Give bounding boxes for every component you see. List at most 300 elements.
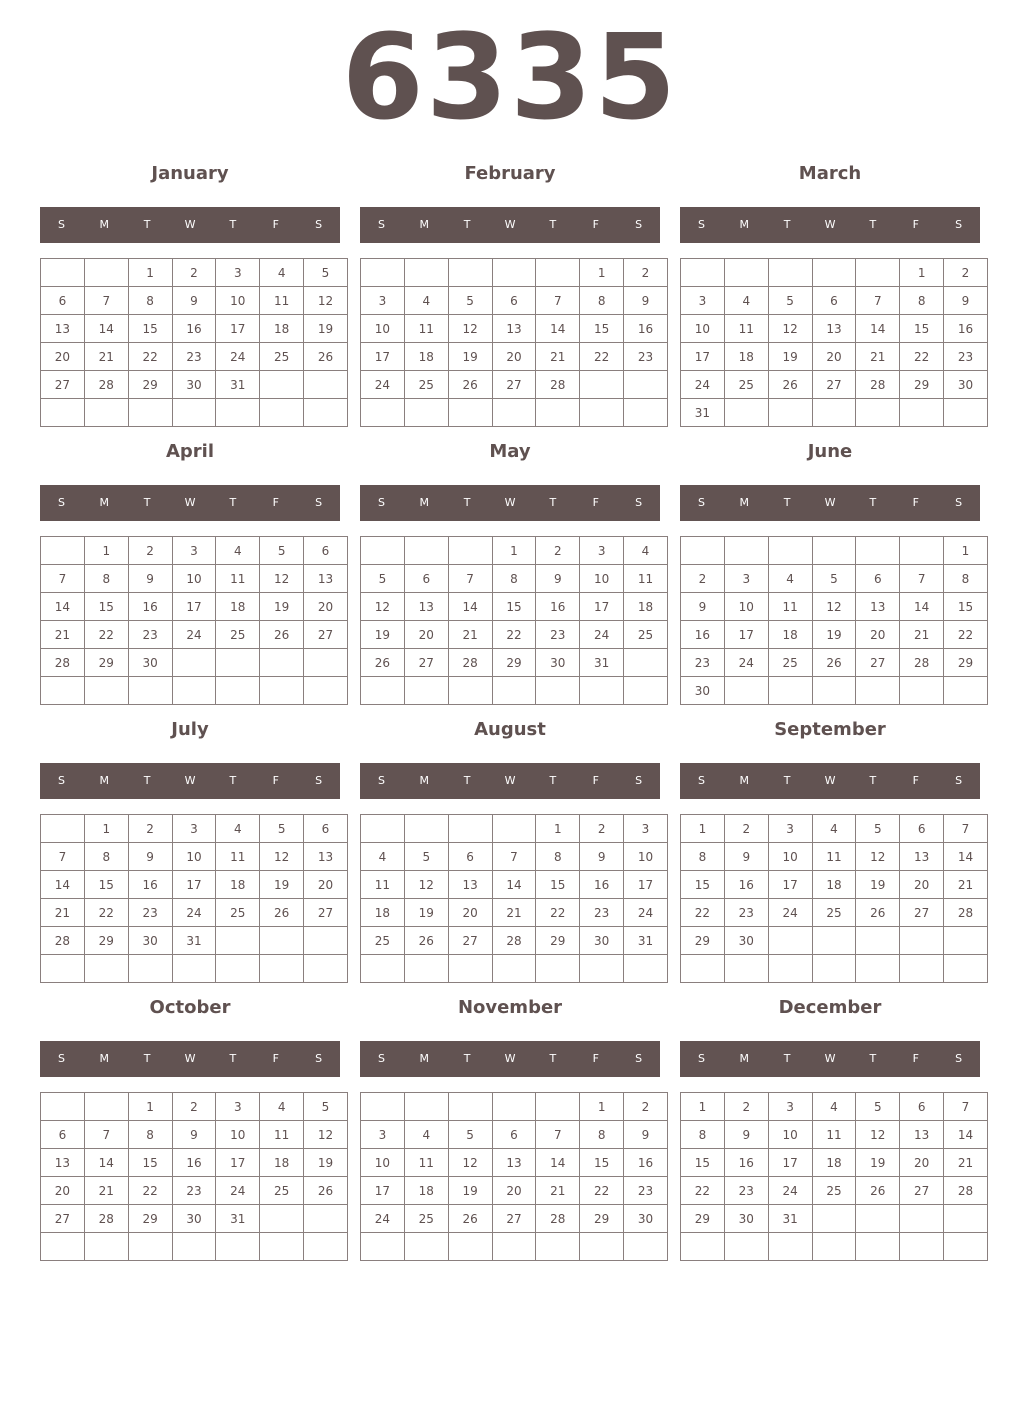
week-row (681, 1149, 988, 1177)
week-row (361, 927, 668, 955)
day-cell (724, 677, 768, 705)
day-cell: 8 (900, 287, 944, 315)
day-cell (768, 399, 812, 427)
day-cell: 20 (856, 621, 900, 649)
week-row (41, 287, 348, 315)
day-cell: 6 (448, 843, 492, 871)
day-cell: 19 (361, 621, 405, 649)
day-cell: 2 (724, 815, 768, 843)
day-cell (404, 677, 448, 705)
day-cell: 4 (361, 843, 405, 871)
weekday-label: M (419, 218, 430, 231)
day-cell: 13 (41, 315, 85, 343)
day-cell: 2 (536, 537, 580, 565)
day-cell: 18 (216, 871, 260, 899)
week-row (681, 649, 988, 677)
day-cell: 16 (724, 1149, 768, 1177)
week-row (681, 1177, 988, 1205)
day-cell: 13 (492, 1149, 536, 1177)
day-cell (260, 927, 304, 955)
weekday-label: T (143, 1052, 151, 1065)
day-cell: 18 (361, 899, 405, 927)
day-cell: 5 (260, 815, 304, 843)
day-cell: 20 (900, 871, 944, 899)
weekday-label: F (912, 774, 919, 787)
day-cell: 2 (624, 259, 668, 287)
day-cell: 7 (856, 287, 900, 315)
weekday-label: S (57, 1052, 65, 1065)
day-cell: 18 (624, 593, 668, 621)
day-cell (768, 1233, 812, 1261)
week-row (41, 1121, 348, 1149)
day-cell: 24 (724, 649, 768, 677)
day-cell: 19 (856, 1149, 900, 1177)
weekday-label: F (272, 774, 279, 787)
day-cell (492, 955, 536, 983)
day-cell: 25 (216, 621, 260, 649)
day-cell: 11 (216, 565, 260, 593)
day-cell (624, 649, 668, 677)
day-cell: 29 (900, 371, 944, 399)
day-cell: 11 (724, 315, 768, 343)
day-cell: 16 (128, 871, 172, 899)
weekday-label: S (697, 1052, 705, 1065)
day-cell: 15 (681, 871, 725, 899)
day-cell: 8 (536, 843, 580, 871)
day-cell (812, 259, 856, 287)
day-cell: 24 (216, 343, 260, 371)
day-cell (361, 677, 405, 705)
day-cell: 18 (724, 343, 768, 371)
day-cell (260, 1205, 304, 1233)
week-row (41, 843, 348, 871)
day-cell (624, 677, 668, 705)
week-row (361, 371, 668, 399)
day-cell (812, 537, 856, 565)
day-cell (128, 955, 172, 983)
week-row (681, 677, 988, 705)
day-cell: 5 (260, 537, 304, 565)
weekday-label: S (635, 496, 643, 509)
day-cell: 7 (944, 1093, 988, 1121)
day-cell: 6 (856, 565, 900, 593)
day-cell: 19 (768, 343, 812, 371)
day-cell: 12 (812, 593, 856, 621)
day-cell: 13 (900, 1121, 944, 1149)
day-cell: 25 (260, 1177, 304, 1205)
day-cell: 26 (361, 649, 405, 677)
day-cell: 25 (260, 343, 304, 371)
day-cell (856, 677, 900, 705)
week-row (361, 899, 668, 927)
day-cell: 22 (536, 899, 580, 927)
day-cell: 5 (448, 1121, 492, 1149)
day-cell: 19 (260, 871, 304, 899)
day-cell (900, 677, 944, 705)
day-cell: 30 (681, 677, 725, 705)
day-cell: 21 (536, 343, 580, 371)
day-cell: 22 (580, 343, 624, 371)
day-cell: 11 (624, 565, 668, 593)
day-cell: 15 (580, 315, 624, 343)
weekday-label: S (315, 1052, 323, 1065)
day-cell: 8 (84, 843, 128, 871)
day-cell: 8 (681, 843, 725, 871)
day-cell: 5 (812, 565, 856, 593)
day-cell: 9 (128, 843, 172, 871)
day-cell: 25 (216, 899, 260, 927)
weekday-label: S (315, 218, 323, 231)
weekday-label: S (377, 496, 385, 509)
week-row (681, 371, 988, 399)
day-cell: 17 (768, 871, 812, 899)
week-row (41, 621, 348, 649)
day-cell: 10 (768, 1121, 812, 1149)
day-cell (304, 677, 348, 705)
day-cell: 20 (448, 899, 492, 927)
day-cell (260, 649, 304, 677)
day-cell (172, 649, 216, 677)
weekday-header (40, 207, 340, 243)
day-cell: 23 (724, 1177, 768, 1205)
weekday-label: S (955, 496, 963, 509)
day-cell: 24 (768, 1177, 812, 1205)
day-cell (361, 1093, 405, 1121)
day-cell (580, 677, 624, 705)
weekday-label: S (697, 218, 705, 231)
day-cell (84, 259, 128, 287)
day-cell: 6 (41, 1121, 85, 1149)
day-cell (404, 259, 448, 287)
day-cell (216, 1233, 260, 1261)
weekday-label: M (99, 1052, 110, 1065)
day-cell: 27 (41, 1205, 85, 1233)
weekday-label: M (419, 1052, 430, 1065)
day-grid (360, 1092, 668, 1261)
day-cell: 9 (536, 565, 580, 593)
day-cell (624, 371, 668, 399)
week-row (41, 677, 348, 705)
weekday-label: T (229, 218, 237, 231)
weekday-label: T (869, 496, 877, 509)
day-cell: 2 (128, 537, 172, 565)
day-cell (304, 649, 348, 677)
day-cell (404, 1093, 448, 1121)
day-cell: 30 (128, 927, 172, 955)
day-cell: 18 (260, 1149, 304, 1177)
day-cell (724, 1233, 768, 1261)
day-cell: 28 (84, 371, 128, 399)
day-cell: 19 (448, 343, 492, 371)
day-cell: 19 (856, 871, 900, 899)
day-cell: 10 (361, 1149, 405, 1177)
week-row (361, 843, 668, 871)
day-cell: 14 (41, 871, 85, 899)
weekday-label: F (912, 218, 919, 231)
day-cell (724, 399, 768, 427)
day-cell: 3 (172, 815, 216, 843)
weekday-label: S (377, 1052, 385, 1065)
weekday-label: S (955, 218, 963, 231)
day-cell: 25 (812, 899, 856, 927)
day-cell: 30 (128, 649, 172, 677)
day-cell: 8 (84, 565, 128, 593)
day-cell: 1 (84, 815, 128, 843)
day-cell: 3 (172, 537, 216, 565)
week-row (41, 815, 348, 843)
day-cell (84, 1233, 128, 1261)
day-cell: 24 (216, 1177, 260, 1205)
day-cell: 23 (944, 343, 988, 371)
day-cell: 30 (724, 1205, 768, 1233)
week-row (361, 259, 668, 287)
month-name: April (165, 441, 215, 462)
weekday-label: S (57, 774, 65, 787)
day-cell: 28 (856, 371, 900, 399)
weekday-label: S (315, 774, 323, 787)
day-cell: 19 (812, 621, 856, 649)
day-grid (40, 258, 348, 427)
day-cell: 6 (900, 1093, 944, 1121)
day-cell: 15 (944, 593, 988, 621)
day-cell: 21 (536, 1177, 580, 1205)
day-cell: 8 (128, 1121, 172, 1149)
weekday-label: W (504, 496, 516, 509)
day-cell: 27 (492, 1205, 536, 1233)
day-cell (41, 677, 85, 705)
weekday-label: T (783, 1052, 791, 1065)
day-cell: 7 (84, 287, 128, 315)
day-cell: 27 (304, 621, 348, 649)
day-cell: 8 (580, 287, 624, 315)
day-cell (856, 259, 900, 287)
day-cell (681, 1233, 725, 1261)
weekday-header (680, 207, 980, 243)
weekday-label: S (955, 774, 963, 787)
week-row (361, 871, 668, 899)
day-cell: 1 (900, 259, 944, 287)
day-cell: 28 (944, 1177, 988, 1205)
day-cell: 19 (448, 1177, 492, 1205)
day-cell: 3 (216, 1093, 260, 1121)
day-cell (448, 677, 492, 705)
day-cell (41, 259, 85, 287)
day-cell: 10 (361, 315, 405, 343)
weekday-header (40, 763, 340, 799)
day-cell: 5 (404, 843, 448, 871)
day-cell: 9 (172, 1121, 216, 1149)
day-cell: 20 (812, 343, 856, 371)
weekday-label: W (504, 1052, 516, 1065)
day-cell: 17 (172, 871, 216, 899)
day-cell: 17 (216, 315, 260, 343)
day-cell (361, 815, 405, 843)
day-cell: 26 (404, 927, 448, 955)
day-cell: 11 (812, 843, 856, 871)
day-cell: 23 (580, 899, 624, 927)
day-cell: 15 (84, 593, 128, 621)
day-cell: 15 (128, 315, 172, 343)
day-cell: 25 (361, 927, 405, 955)
day-cell (216, 649, 260, 677)
day-cell (944, 677, 988, 705)
week-row (361, 621, 668, 649)
week-row (681, 621, 988, 649)
day-cell (448, 259, 492, 287)
day-cell (84, 955, 128, 983)
day-cell: 29 (492, 649, 536, 677)
day-cell (536, 1093, 580, 1121)
day-cell: 4 (812, 815, 856, 843)
week-row (41, 1093, 348, 1121)
day-cell: 26 (304, 343, 348, 371)
day-cell (448, 815, 492, 843)
day-cell: 22 (900, 343, 944, 371)
day-cell: 10 (172, 565, 216, 593)
day-cell: 29 (580, 1205, 624, 1233)
day-cell: 21 (448, 621, 492, 649)
day-cell: 2 (681, 565, 725, 593)
day-cell: 29 (536, 927, 580, 955)
day-cell: 12 (361, 593, 405, 621)
day-cell: 22 (492, 621, 536, 649)
day-cell: 26 (768, 371, 812, 399)
day-cell (900, 399, 944, 427)
day-cell: 11 (768, 593, 812, 621)
weekday-label: W (184, 774, 196, 787)
day-cell: 17 (724, 621, 768, 649)
week-row (681, 1205, 988, 1233)
day-cell: 31 (172, 927, 216, 955)
day-cell: 13 (492, 315, 536, 343)
day-cell: 1 (84, 537, 128, 565)
day-cell: 2 (580, 815, 624, 843)
day-cell (172, 1233, 216, 1261)
weekday-label: T (549, 496, 557, 509)
weekday-label: W (824, 774, 836, 787)
month-name: January (151, 163, 229, 184)
day-cell: 22 (84, 621, 128, 649)
weekday-label: F (912, 496, 919, 509)
day-cell: 29 (84, 927, 128, 955)
day-cell (304, 1205, 348, 1233)
weekday-label: T (869, 1052, 877, 1065)
day-cell (492, 399, 536, 427)
day-cell: 6 (900, 815, 944, 843)
week-row (361, 649, 668, 677)
day-cell: 3 (361, 287, 405, 315)
day-cell: 5 (856, 1093, 900, 1121)
day-cell: 6 (404, 565, 448, 593)
day-cell (812, 1205, 856, 1233)
day-cell: 4 (260, 1093, 304, 1121)
day-cell (361, 259, 405, 287)
day-cell: 3 (768, 1093, 812, 1121)
day-cell: 28 (536, 1205, 580, 1233)
week-row (41, 899, 348, 927)
day-cell: 29 (128, 1205, 172, 1233)
day-cell: 3 (724, 565, 768, 593)
day-cell: 26 (856, 899, 900, 927)
day-cell (41, 1233, 85, 1261)
day-cell: 9 (128, 565, 172, 593)
day-cell (492, 1233, 536, 1261)
week-row (41, 1205, 348, 1233)
day-cell: 7 (41, 565, 85, 593)
week-row (361, 399, 668, 427)
day-cell (361, 399, 405, 427)
day-cell: 15 (681, 1149, 725, 1177)
day-cell: 18 (216, 593, 260, 621)
day-cell: 20 (41, 343, 85, 371)
day-cell: 28 (84, 1205, 128, 1233)
day-cell: 24 (580, 621, 624, 649)
day-cell: 16 (624, 315, 668, 343)
day-cell: 11 (216, 843, 260, 871)
day-cell (492, 1093, 536, 1121)
day-cell: 25 (404, 371, 448, 399)
day-cell: 9 (624, 1121, 668, 1149)
day-cell: 12 (856, 1121, 900, 1149)
week-row (361, 677, 668, 705)
weekday-label: T (783, 496, 791, 509)
day-cell (900, 537, 944, 565)
day-cell: 7 (492, 843, 536, 871)
day-cell: 14 (944, 843, 988, 871)
month-name: October (149, 997, 231, 1018)
day-cell: 5 (304, 259, 348, 287)
day-cell (361, 1233, 405, 1261)
weekday-label: T (229, 774, 237, 787)
weekday-label: F (272, 1052, 279, 1065)
day-cell (304, 399, 348, 427)
day-cell: 15 (580, 1149, 624, 1177)
day-cell: 17 (361, 343, 405, 371)
day-cell: 31 (768, 1205, 812, 1233)
weekday-label: W (824, 1052, 836, 1065)
day-cell: 11 (361, 871, 405, 899)
day-cell: 25 (404, 1205, 448, 1233)
day-cell: 24 (361, 1205, 405, 1233)
weekday-label: F (272, 496, 279, 509)
week-row (41, 565, 348, 593)
weekday-label: T (229, 496, 237, 509)
weekday-label: F (272, 218, 279, 231)
day-cell: 15 (84, 871, 128, 899)
day-cell (536, 955, 580, 983)
day-cell: 14 (448, 593, 492, 621)
day-cell: 4 (624, 537, 668, 565)
day-cell: 10 (172, 843, 216, 871)
weekday-label: T (549, 1052, 557, 1065)
day-cell (768, 259, 812, 287)
day-cell: 23 (128, 899, 172, 927)
day-cell (128, 677, 172, 705)
day-cell: 24 (681, 371, 725, 399)
day-cell (216, 677, 260, 705)
day-cell: 17 (768, 1149, 812, 1177)
weekday-label: W (824, 218, 836, 231)
day-cell: 27 (448, 927, 492, 955)
day-cell: 10 (724, 593, 768, 621)
week-row (681, 537, 988, 565)
week-row (681, 593, 988, 621)
day-cell: 22 (580, 1177, 624, 1205)
day-cell: 31 (624, 927, 668, 955)
weekday-label: T (143, 774, 151, 787)
day-cell: 16 (624, 1149, 668, 1177)
day-cell: 29 (681, 927, 725, 955)
